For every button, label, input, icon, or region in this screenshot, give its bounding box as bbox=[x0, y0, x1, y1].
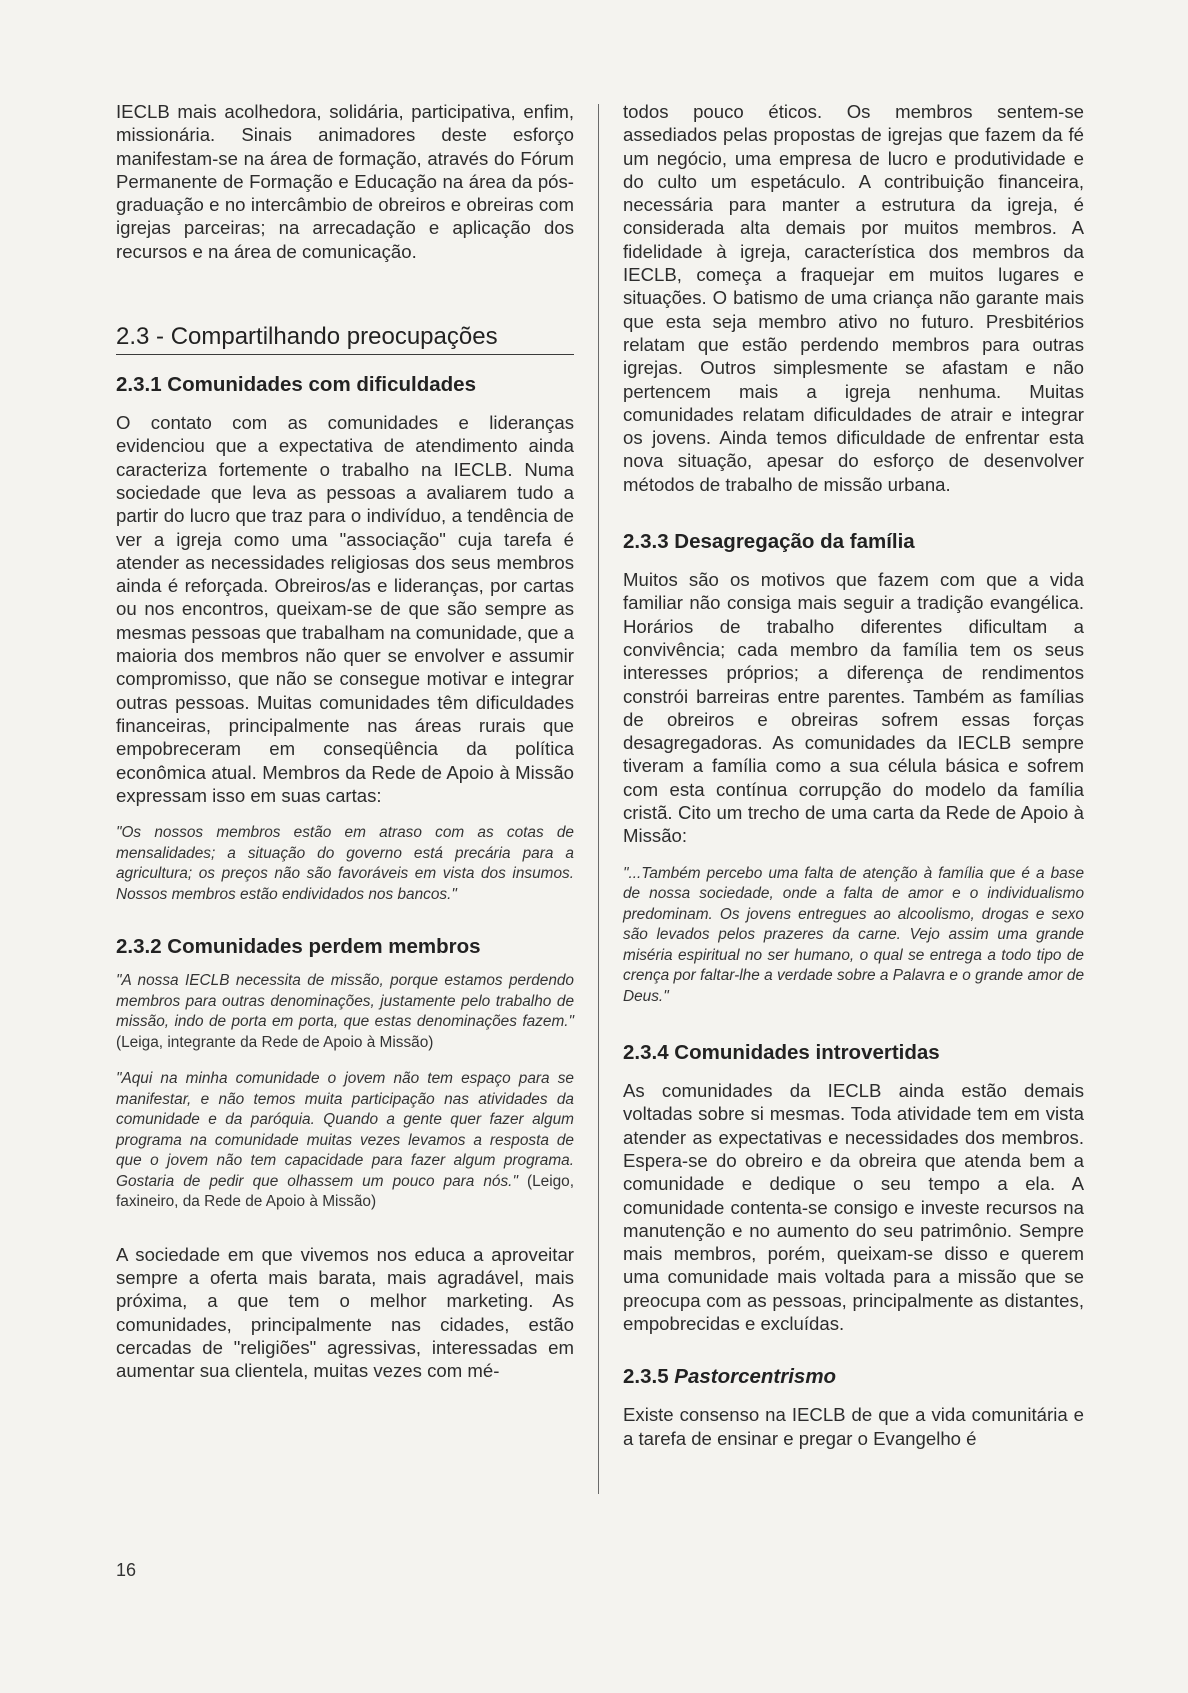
s232-quote-1-attribution: (Leiga, integrante da Rede de Apoio à Missão) bbox=[116, 1033, 434, 1051]
s233-paragraph: Muitos são os motivos que fazem com que a vida familiar não consiga mais seguir a tradição evangélica. Horários de trabalho diferentes dificultam a convivência; cada membro da família tem os seus interesses próprios; a diferença de rendimentos constrói barreiras entre parentes. Também as famílias de obreiros e obreiras sofrem essas forças desagregadoras. As comunidades da IECLB sempre tiveram a família como a sua célula básica e sofrem com esta contínua corrupção do modelo da família cristã. Cito um trecho de uma carta da Rede de Apoio à Missão: bbox=[623, 569, 1084, 847]
continuation-paragraph: todos pouco éticos. Os membros sentem-se assediados pelas propostas de igrejas que fazem da fé um negócio, uma empresa de lucro e produtividade e do culto um espetáculo. A contribuição financeira, necessária para manter a estrutura da igreja, é considerada alta demais por muitos membros. A fidelidade à igreja, característica dos membros da IECLB, começa a fraquejar em muitos lugares e situações. O batismo de uma criança não garante mais que esta seja membro ativo no futuro. Presbitérios relatam que estão perdendo membros para outras igrejas. Outros simplesmente se afastam e não pertencem mais a igreja nenhuma. Muitas comunidades relatam dificuldades de atrair e integrar os jovens. Ainda temos dificuldade de enfrentar esta nova situação, apesar do esforço de desenvolver métodos de trabalho de missão urbana. bbox=[623, 101, 1084, 495]
s231-paragraph: O contato com as comunidades e lideranças evidenciou que a expectativa de atendimento ainda caracteriza fortemente o trabalho na IECLB. Numa sociedade que leva as pessoas a avaliarem tudo a partir do lucro que traz para o indivíduo, a tendência de ver a igreja como uma "associação" cuja tarefa é atender as necessidades religiosas dos seus membros ainda é reforçada. Obreiros/as e lideranças, por cartas ou nos encontros, queixam-se de que são sempre as mesmas pessoas que trabalham na comunidade, que a maioria dos membros não quer se envolver e assumir compromisso, que não se consegue motivar e integrar outras pessoas. Muitas comunidades têm dificuldades financeiras, principalmente nas áreas rurais que empobreceram em conseqüência da política econômica atual. Membros da Rede de Apoio à Missão expressam isso em suas cartas: bbox=[116, 412, 574, 806]
s232-heading: 2.3.2 Comunidades perdem membros bbox=[116, 935, 481, 959]
s234-heading: 2.3.4 Comunidades introvertidas bbox=[623, 1041, 940, 1065]
column-divider bbox=[598, 104, 599, 1494]
s232-paragraph: A sociedade em que vivemos nos educa a aproveitar sempre a oferta mais barata, mais agradável, mais próxima, a que tem o melhor marketing. As comunidades, principalmente nas cidades, estão cercadas de "religiões" agressivas, interessadas em aumentar sua clientela, muitas vezes com mé- bbox=[116, 1243, 574, 1382]
s235-heading-title: Pastorcentrismo bbox=[674, 1365, 837, 1389]
s234-paragraph: As comunidades da IECLB ainda estão demais voltadas sobre si mesmas. Toda atividade tem em vista atender as expectativas e necessidades dos membros. Espera-se do obreiro e da obreira que atenda bem a comunidade e dedique o seu tempo a ela. A comunidade contenta-se consigo e investe recursos na manutenção e no aumento do seu patrimônio. Sempre mais membros, porém, queixam-se disso e querem uma comunidade mais voltada para a missão que se preocupa com as pessoas, principalmente as distantes, empobrecidas e excluídas. bbox=[623, 1080, 1084, 1335]
s232-quote-2-text: "Aqui na minha comunidade o jovem não tem espaço para se manifestar, e não temos muita participação nas atividades da comunidade e da paróquia. Quando a gente quer fazer algum programa na comunidade muitas vezes levamos a resposta de que o jovem não tem capacidade para fazer algum programa. Gostaria de pedir que olhassem um pouco para nós." bbox=[116, 1070, 574, 1190]
s233-quote: "...Também percebo uma falta de atenção à família que é a base de nossa sociedade, onde a falta de amor e o individualismo predominam. Os jovens entregues ao alcoolismo, drogas e sexo são levados pelos prazeres da carne. Vejo assim uma grande miséria espiritual no ser humano, o qual se entrega a todo tipo de crença por faltar-lhe a verdade sobre a Palavra e o grande amor de Deus." bbox=[623, 864, 1084, 1005]
s233-heading: 2.3.3 Desagregação da família bbox=[623, 530, 915, 554]
section-heading: 2.3 - Compartilhando preocupações bbox=[116, 323, 574, 355]
s235-heading bbox=[623, 1365, 1084, 1389]
s235-paragraph: Existe consenso na IECLB de que a vida comunitária e a tarefa de ensinar e pregar o Evangelho é bbox=[623, 1404, 1084, 1449]
left-column bbox=[116, 100, 574, 1382]
s232-quote-1 bbox=[116, 971, 574, 1053]
right-column bbox=[623, 100, 1084, 1450]
s235-heading-number: 2.3.5 bbox=[623, 1365, 675, 1389]
s232-quote-2-attribution: (Leigo, faxineiro, da Rede de Apoio à Missão) bbox=[116, 1172, 575, 1211]
s232-quote-2 bbox=[116, 1069, 574, 1213]
s232-quote-1-text: "A nossa IECLB necessita de missão, porque estamos perdendo membros para outras denominações, justamente pelo trabalho de missão, indo de porta em porta, que estas denominações fazem." bbox=[116, 972, 574, 1031]
s231-heading: 2.3.1 Comunidades com dificuldades bbox=[116, 373, 476, 397]
intro-paragraph: IECLB mais acolhedora, solidária, participativa, enfim, missionária. Sinais animadores deste esforço manifestam-se na área de formação, através do Fórum Permanente de Formação e Educação na área da pós-graduação e no intercâmbio de obreiros e obreiras com igrejas parceiras; na arrecadação e aplicação dos recursos e na área de comunicação. bbox=[116, 101, 574, 262]
page-number: 16 bbox=[116, 1560, 137, 1580]
s231-quote: "Os nossos membros estão em atraso com as cotas de mensalidades; a situação do governo está precária para a agricultura; os preços não são favoráveis em vista dos insumos. Nossos membros estão endividados nos bancos." bbox=[116, 824, 574, 903]
